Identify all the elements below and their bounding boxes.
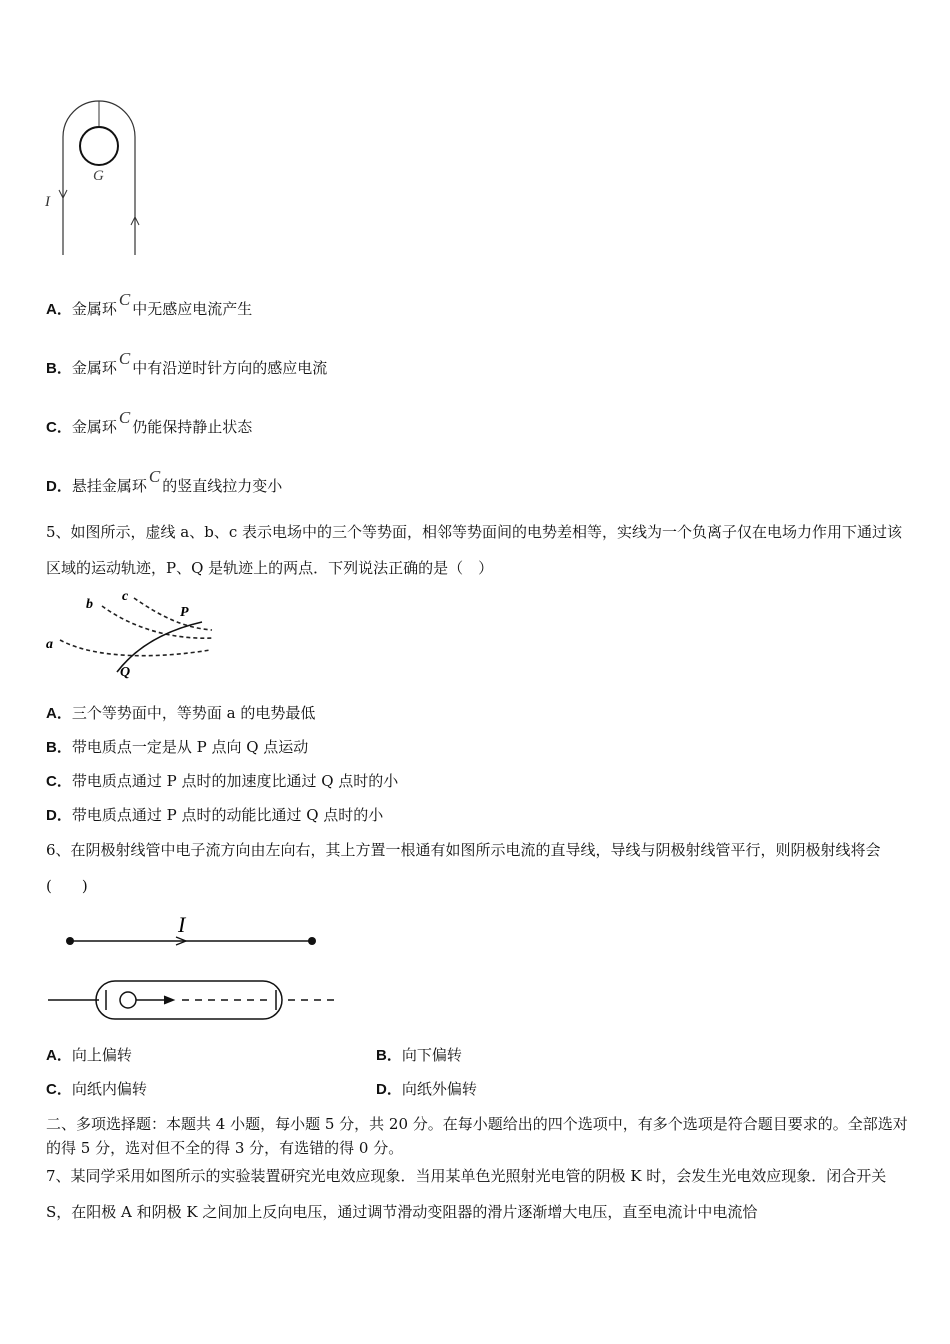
option-label: C．	[46, 1081, 72, 1098]
option-label: B．	[376, 1047, 402, 1064]
q5-option-d	[46, 804, 383, 825]
option-text: 带电质点一定是从 P 点向 Q 点运动	[71, 738, 309, 756]
option-text: 向纸外偏转	[401, 1080, 477, 1098]
option-text: 带电质点通过 P 点时的动能比通过 Q 点时的小	[71, 806, 384, 824]
q5-option-b	[46, 736, 308, 757]
option-label: D．	[46, 478, 72, 495]
label-c: c	[122, 589, 129, 604]
q4-option-b	[46, 349, 328, 378]
ring-symbol-c: C	[118, 349, 131, 368]
q6-option-b	[376, 1044, 462, 1065]
equipotential-figure	[42, 588, 222, 680]
current-label-i: I	[45, 194, 50, 210]
label-q: Q	[120, 665, 131, 680]
option-text-pre: 金属环	[71, 300, 117, 318]
option-label: B．	[46, 739, 72, 756]
q5-option-c	[46, 770, 398, 791]
q4-option-a	[46, 290, 253, 319]
option-label: C．	[46, 419, 72, 436]
current-label-i: I	[178, 912, 186, 937]
option-text: 向纸内偏转	[71, 1080, 147, 1098]
ring-symbol-c: C	[118, 408, 131, 427]
label-b: b	[86, 597, 93, 612]
section2-instructions: 二、多项选择题：本题共 4 小题，每小题 5 分，共 20 分。在每小题给出的四个选项中，有多个选项是符合题目要求的。全部选对的得 5 分，选对但不全的得 3 分，有选错的得 0 分。	[46, 1115, 908, 1157]
option-label: A．	[46, 1047, 72, 1064]
label-p: P	[180, 605, 189, 620]
option-text: 带电质点通过 P 点时的加速度比通过 Q 点时的小	[71, 772, 399, 790]
option-label: A．	[46, 301, 72, 318]
label-a: a	[46, 637, 53, 652]
cathode	[120, 992, 136, 1008]
option-label: B．	[46, 360, 72, 377]
option-text: 向上偏转	[71, 1046, 132, 1064]
option-text-pre: 悬挂金属环	[71, 477, 147, 495]
ring-symbol-c: C	[148, 467, 161, 486]
option-text: 三个等势面中，等势面 a 的电势最低	[71, 704, 316, 722]
option-text-post: 仍能保持静止状态	[132, 418, 253, 436]
option-label: C．	[46, 773, 72, 790]
option-text-post: 中无感应电流产生	[132, 300, 253, 318]
cathode-ray-figure	[44, 910, 336, 1030]
option-text-pre: 金属环	[71, 359, 117, 377]
beam-arrow	[164, 996, 174, 1004]
option-label: D．	[46, 807, 72, 824]
q6-option-c	[46, 1078, 147, 1099]
q6-option-d	[376, 1078, 477, 1099]
option-text-post: 中有沿逆时针方向的感应电流	[132, 359, 328, 377]
ring-label-g: G	[93, 168, 104, 184]
option-text-pre: 金属环	[71, 418, 117, 436]
equipotential-c	[134, 598, 212, 630]
ring-wire-figure	[40, 95, 150, 260]
q4-option-c	[46, 408, 253, 437]
metal-ring-g	[80, 127, 118, 165]
q7-stem: 7、某同学采用如图所示的实验装置研究光电效应现象．当用某单色光照射光电管的阴极 K 时，会发生光电效应现象．闭合开关 S，在阳极 A 和阴极 K 之间加上反向电压，通过调节滑动变阻器的滑片逐渐增大电压，直至电流计中电流恰	[46, 1167, 887, 1221]
ring-symbol-c: C	[118, 290, 131, 309]
option-text-post: 的竖直线拉力变小	[162, 477, 283, 495]
equipotential-b	[102, 606, 214, 638]
q6-stem: 6、在阴极射线管中电子流方向由左向右，其上方置一根通有如图所示电流的直导线，导线与阴极射线管平行，则阴极射线将会( )	[46, 841, 881, 895]
q6-option-a	[46, 1044, 132, 1065]
q4-option-d	[46, 467, 283, 496]
option-label: A．	[46, 705, 72, 722]
q5-option-a	[46, 702, 315, 723]
option-text: 向下偏转	[401, 1046, 462, 1064]
option-label: D．	[376, 1081, 402, 1098]
q5-stem: 5、如图所示，虚线 a、b、c 表示电场中的三个等势面，相邻等势面间的电势差相等，实线为一个负离子仅在电场力作用下通过该区域的运动轨迹，P、Q 是轨迹上的两点．下列说法正确的是（ ）	[46, 523, 903, 577]
